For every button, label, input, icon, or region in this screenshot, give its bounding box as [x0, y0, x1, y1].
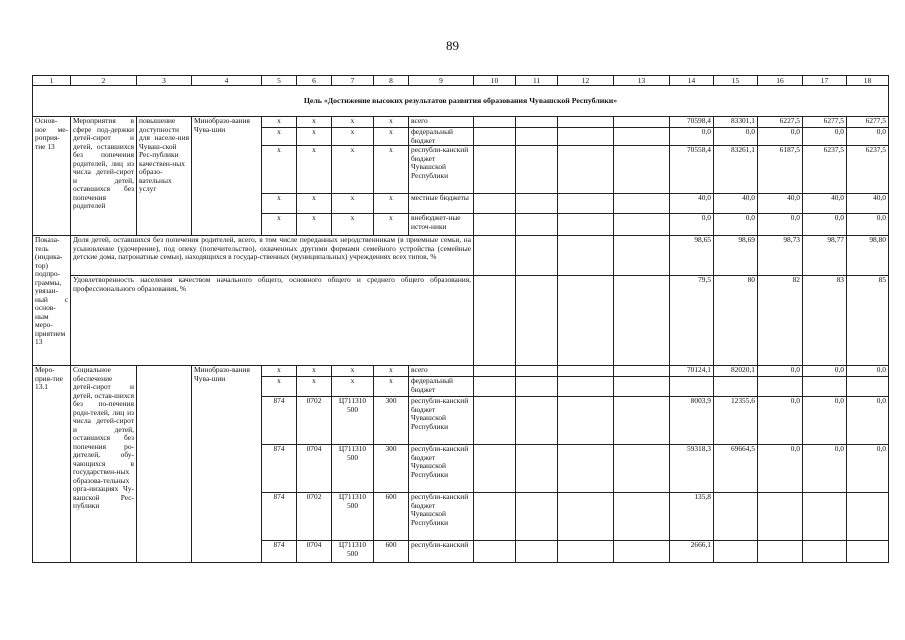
- empty-cell: [516, 117, 558, 128]
- column-number: 7: [332, 76, 374, 86]
- measure-name: Мероприятия в сфере под-держки детей-сирот и детей, оставшихся без попечения родителей, лиц из числа детей-сирот и детей, оставшихся без попечения родителей: [71, 117, 137, 236]
- empty-cell: [474, 493, 516, 541]
- value-v17: 40,0: [803, 194, 847, 214]
- code-section: x: [297, 117, 332, 128]
- funding-source: республи-канский бюджет Чувашской Республики: [409, 493, 474, 541]
- value-v14: 59318,3: [670, 445, 714, 493]
- measure13-row: [33, 117, 889, 128]
- column-number: 2: [71, 76, 137, 86]
- empty-cell: [614, 445, 670, 493]
- empty-cell: [558, 541, 614, 563]
- value-v16: 0,0: [758, 366, 803, 377]
- empty-cell: [614, 366, 670, 377]
- code-expense-type: 600: [374, 493, 409, 541]
- code-expense-type: x: [374, 194, 409, 214]
- empty-cell: [516, 493, 558, 541]
- funding-source: внебюджет-ные источ-ники: [409, 214, 474, 236]
- column-number: 8: [374, 76, 409, 86]
- indicator-value-v16: 82: [758, 276, 803, 366]
- empty-cell: [614, 117, 670, 128]
- empty-cell: [516, 214, 558, 236]
- empty-cell: [558, 194, 614, 214]
- code-section: 0702: [297, 397, 332, 445]
- column-number: 6: [297, 76, 332, 86]
- funding-source: всего: [409, 117, 474, 128]
- column-number: 12: [558, 76, 614, 86]
- column-number: 18: [847, 76, 889, 86]
- code-target-article: Ц711310 500: [332, 541, 374, 563]
- page-number: 89: [446, 38, 459, 53]
- value-v16: 0,0: [758, 214, 803, 236]
- value-v18: 0,0: [847, 366, 889, 377]
- empty-cell: [614, 541, 670, 563]
- value-v15: [714, 541, 758, 563]
- empty-cell: [474, 541, 516, 563]
- value-v18: 0,0: [847, 397, 889, 445]
- value-v14: 70558,4: [670, 146, 714, 194]
- column-number-row: [33, 76, 889, 86]
- code-target-article: x: [332, 214, 374, 236]
- indicator-value-v15: 98,69: [714, 236, 758, 276]
- code-expense-type: x: [374, 117, 409, 128]
- value-v17: 0,0: [803, 366, 847, 377]
- funding-source: федеральный бюджет: [409, 128, 474, 146]
- empty-cell: [558, 214, 614, 236]
- value-v14: [670, 377, 714, 397]
- code-target-article: Ц711310 500: [332, 397, 374, 445]
- empty-cell: [614, 493, 670, 541]
- value-v15: [714, 493, 758, 541]
- empty-cell: [558, 276, 614, 366]
- empty-cell: [474, 214, 516, 236]
- code-target-article: Ц711310 500: [332, 445, 374, 493]
- value-v16: [758, 541, 803, 563]
- measure-label: Основ-ное ме-роприя-тие 13: [33, 117, 71, 236]
- indicator-value-v17: 83: [803, 276, 847, 366]
- empty-cell: [558, 445, 614, 493]
- code-expense-type: 600: [374, 541, 409, 563]
- empty-cell: [614, 276, 670, 366]
- empty-cell: [474, 377, 516, 397]
- code-expense-type: x: [374, 366, 409, 377]
- code-expense-type: x: [374, 214, 409, 236]
- code-target-article: x: [332, 128, 374, 146]
- indicator-value-v17: 98,77: [803, 236, 847, 276]
- funding-source: республи-канский бюджет Чувашской Республики: [409, 397, 474, 445]
- value-v14: 70124,1: [670, 366, 714, 377]
- value-v14: 40,0: [670, 194, 714, 214]
- value-v17: 6237,5: [803, 146, 847, 194]
- funding-source: республи-канский бюджет Чувашской Республики: [409, 146, 474, 194]
- code-grbs: 874: [262, 397, 297, 445]
- value-v18: [847, 377, 889, 397]
- empty-cell: [558, 117, 614, 128]
- value-v14: 0,0: [670, 214, 714, 236]
- empty-cell: [516, 366, 558, 377]
- column-number: 17: [803, 76, 847, 86]
- code-target-article: x: [332, 194, 374, 214]
- code-grbs: x: [262, 146, 297, 194]
- empty-cell: [516, 445, 558, 493]
- code-target-article: x: [332, 366, 374, 377]
- empty-cell: [614, 377, 670, 397]
- empty-cell: [558, 128, 614, 146]
- funding-source: республи-канский бюджет Чувашской Республики: [409, 445, 474, 493]
- column-number: 16: [758, 76, 803, 86]
- value-v18: 40,0: [847, 194, 889, 214]
- indicator-value-v16: 98,73: [758, 236, 803, 276]
- value-v17: 6277,5: [803, 117, 847, 128]
- empty-cell: [614, 194, 670, 214]
- executor: Минобразо-вания Чува-шии: [192, 117, 262, 236]
- column-number: 3: [137, 76, 192, 86]
- value-v18: 0,0: [847, 445, 889, 493]
- code-grbs: 874: [262, 493, 297, 541]
- value-v16: 6187,5: [758, 146, 803, 194]
- value-v16: 6227,5: [758, 117, 803, 128]
- empty-cell: [474, 117, 516, 128]
- value-v16: 40,0: [758, 194, 803, 214]
- goal-row: [33, 86, 889, 117]
- code-target-article: x: [332, 117, 374, 128]
- code-section: 0702: [297, 493, 332, 541]
- code-section: x: [297, 214, 332, 236]
- empty-cell: [516, 377, 558, 397]
- funding-source: республи-канский: [409, 541, 474, 563]
- empty-cell: [516, 276, 558, 366]
- indicator-value-v15: 80: [714, 276, 758, 366]
- value-v14: 8003,9: [670, 397, 714, 445]
- value-v17: 0,0: [803, 445, 847, 493]
- code-grbs: 874: [262, 541, 297, 563]
- empty-cell: [516, 541, 558, 563]
- code-section: x: [297, 366, 332, 377]
- empty-cell: [614, 214, 670, 236]
- value-v17: [803, 541, 847, 563]
- empty-cell: [516, 146, 558, 194]
- value-v15: 0,0: [714, 214, 758, 236]
- value-v15: 40,0: [714, 194, 758, 214]
- budget-table: [32, 75, 889, 563]
- code-expense-type: x: [374, 128, 409, 146]
- funding-source: всего: [409, 366, 474, 377]
- column-number: 9: [409, 76, 474, 86]
- code-section: x: [297, 194, 332, 214]
- measure-goal: повышение доступности для населе-ния Чуваш-ской Рес-публики качествен-ных образо-вательных услуг: [137, 117, 192, 236]
- measure-goal: [137, 366, 192, 563]
- code-section: x: [297, 146, 332, 194]
- value-v15: [714, 377, 758, 397]
- empty-cell: [614, 236, 670, 276]
- value-v15: 69664,5: [714, 445, 758, 493]
- indicator-row: [33, 236, 889, 276]
- indicator-value-v18: 98,80: [847, 236, 889, 276]
- measure-label: Меро-прия-тие 13.1: [33, 366, 71, 563]
- value-v18: 6237,5: [847, 146, 889, 194]
- value-v15: 83261,1: [714, 146, 758, 194]
- indicator-value-v18: 85: [847, 276, 889, 366]
- value-v14: 0,0: [670, 128, 714, 146]
- value-v16: 0,0: [758, 128, 803, 146]
- value-v18: 0,0: [847, 128, 889, 146]
- empty-cell: [558, 397, 614, 445]
- code-grbs: x: [262, 214, 297, 236]
- code-grbs: x: [262, 377, 297, 397]
- code-grbs: x: [262, 366, 297, 377]
- empty-cell: [474, 445, 516, 493]
- indicator-value-v14: 79,5: [670, 276, 714, 366]
- empty-cell: [558, 377, 614, 397]
- value-v14: 135,8: [670, 493, 714, 541]
- column-number: 11: [516, 76, 558, 86]
- indicator-row: [33, 276, 889, 366]
- empty-cell: [558, 366, 614, 377]
- code-section: x: [297, 377, 332, 397]
- measure13-1-row: [33, 366, 889, 377]
- code-section: 0704: [297, 445, 332, 493]
- empty-cell: [614, 397, 670, 445]
- empty-cell: [558, 146, 614, 194]
- column-number: 4: [192, 76, 262, 86]
- empty-cell: [614, 128, 670, 146]
- code-expense-type: 300: [374, 445, 409, 493]
- code-expense-type: 300: [374, 397, 409, 445]
- value-v17: 0,0: [803, 128, 847, 146]
- code-expense-type: x: [374, 377, 409, 397]
- column-number: 5: [262, 76, 297, 86]
- value-v15: 12355,6: [714, 397, 758, 445]
- measure-name: Социальное обеспечение детей-сирот и детей, остав-шихся без по-печения роди-телей, лиц из числа детей-сирот и детей, оставшихся без попечения ро-дителей, обу-чающихся в государствен-ных образова-тельных орга-низациях Чу-вашской Рес-публики: [71, 366, 137, 563]
- column-number: 1: [33, 76, 71, 86]
- indicator-text: Доля детей, оставшихся без попечения родителей, всего, в том числе переданных неродственникам (в приемные семьи, на усыновление (удочерение), под опеку (попечительство), охваченных другими формами семейного устройства (семейные детские дома, патронатные семьи), находящихся в государ-ственных (муниципальных) учреждениях всех типов, %: [71, 236, 474, 276]
- empty-cell: [558, 236, 614, 276]
- empty-cell: [474, 146, 516, 194]
- column-number: 13: [614, 76, 670, 86]
- empty-cell: [474, 128, 516, 146]
- code-grbs: x: [262, 128, 297, 146]
- indicator-text: Удовлетворенность населения качеством начального общего, основного общего и среднего общего образования, профессионального образования, %: [71, 276, 474, 366]
- indicator-value-v14: 98,65: [670, 236, 714, 276]
- empty-cell: [516, 194, 558, 214]
- empty-cell: [474, 366, 516, 377]
- value-v16: [758, 493, 803, 541]
- code-grbs: 874: [262, 445, 297, 493]
- empty-cell: [558, 493, 614, 541]
- value-v17: 0,0: [803, 214, 847, 236]
- code-section: 0704: [297, 541, 332, 563]
- value-v18: [847, 541, 889, 563]
- indicator-label: Показа-тель (индика-тор) подпро-граммы, увязан-ный с основ-ным меро-приятием 13: [33, 236, 71, 366]
- empty-cell: [474, 397, 516, 445]
- value-v15: 83301,1: [714, 117, 758, 128]
- funding-source: местные бюджеты: [409, 194, 474, 214]
- code-expense-type: x: [374, 146, 409, 194]
- code-section: x: [297, 128, 332, 146]
- value-v16: 0,0: [758, 445, 803, 493]
- empty-cell: [614, 146, 670, 194]
- code-target-article: x: [332, 146, 374, 194]
- value-v18: [847, 493, 889, 541]
- empty-cell: [516, 128, 558, 146]
- empty-cell: [516, 236, 558, 276]
- column-number: 14: [670, 76, 714, 86]
- value-v18: 0,0: [847, 214, 889, 236]
- value-v17: [803, 493, 847, 541]
- empty-cell: [516, 397, 558, 445]
- value-v14: 2666,1: [670, 541, 714, 563]
- value-v15: 0,0: [714, 128, 758, 146]
- value-v17: [803, 377, 847, 397]
- value-v15: 82020,1: [714, 366, 758, 377]
- column-number: 10: [474, 76, 516, 86]
- value-v16: [758, 377, 803, 397]
- column-number: 15: [714, 76, 758, 86]
- goal-title: Цель «Достижение высоких результатов развития образования Чувашской Республики»: [33, 86, 889, 117]
- code-target-article: x: [332, 377, 374, 397]
- value-v18: 6277,5: [847, 117, 889, 128]
- value-v14: 70598,4: [670, 117, 714, 128]
- empty-cell: [474, 236, 516, 276]
- executor: Минобразо-вания Чува-шии: [192, 366, 262, 563]
- code-target-article: Ц711310 500: [332, 493, 374, 541]
- value-v17: 0,0: [803, 397, 847, 445]
- code-grbs: x: [262, 194, 297, 214]
- empty-cell: [474, 194, 516, 214]
- value-v16: 0,0: [758, 397, 803, 445]
- funding-source: федеральный бюджет: [409, 377, 474, 397]
- code-grbs: x: [262, 117, 297, 128]
- empty-cell: [474, 276, 516, 366]
